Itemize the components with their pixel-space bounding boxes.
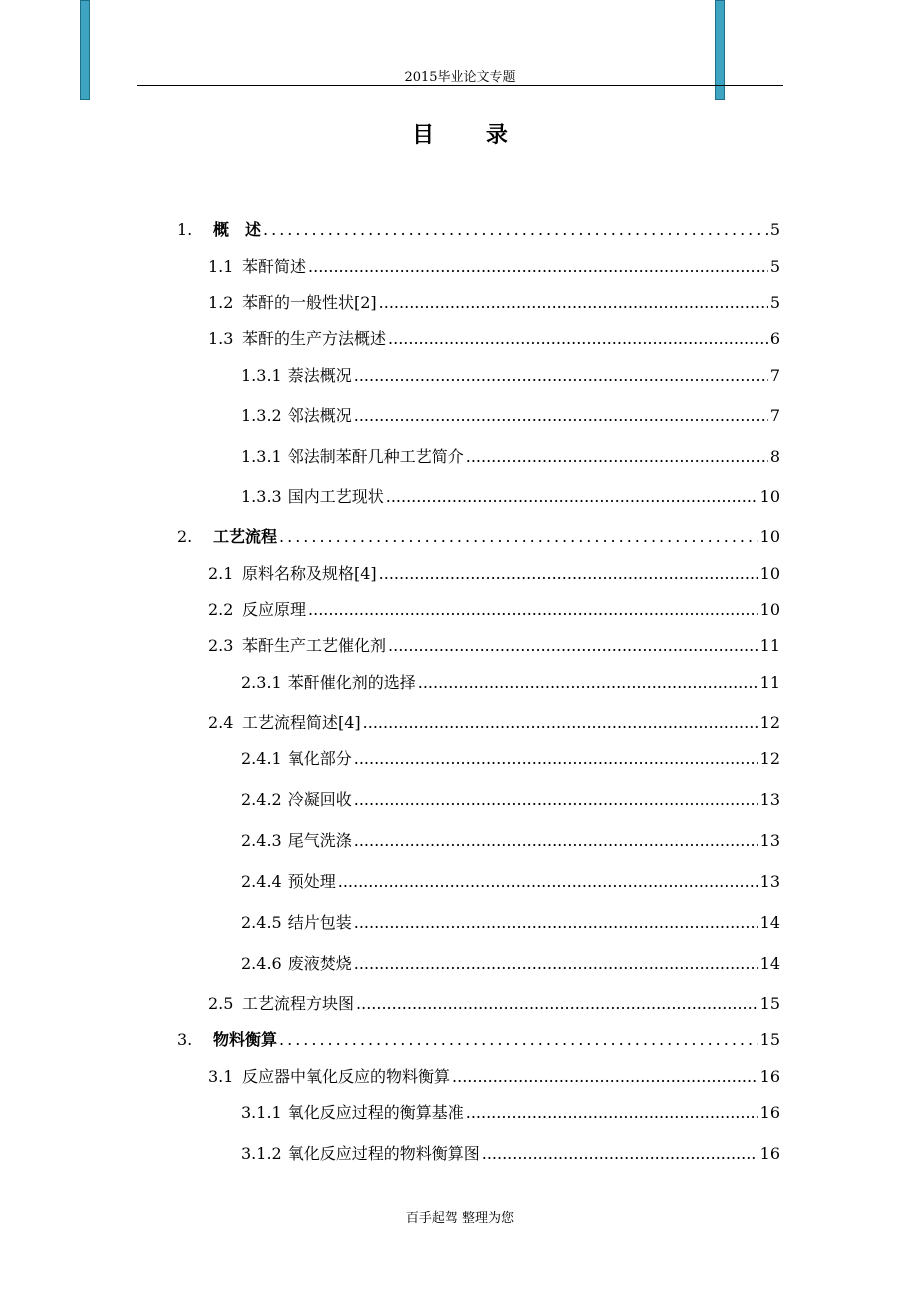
toc-leader xyxy=(263,218,768,242)
page-footer: 百手起驾 整理为您 xyxy=(405,1211,515,1226)
toc-leader xyxy=(466,1101,758,1125)
toc-entry-label: 反应原理 xyxy=(242,600,307,619)
toc-entry-number: 2.4 xyxy=(208,713,234,732)
toc-title: 目 录 xyxy=(412,122,530,148)
toc-leader xyxy=(388,634,758,658)
toc-entry-label: 尾气洗涤 xyxy=(287,831,352,850)
toc-entry-page: 15 xyxy=(759,1030,780,1049)
toc-entry-label: 工艺流程 xyxy=(213,527,278,546)
toc-entry-number: 2. xyxy=(177,527,193,546)
toc-entry-label: 邻法概况 xyxy=(287,406,352,425)
toc-entry-label: 预处理 xyxy=(287,872,336,891)
page-header: 2015毕业论文专题 xyxy=(404,70,516,85)
toc-leader xyxy=(466,445,768,469)
toc-entry[interactable] xyxy=(208,598,780,622)
toc-entry-label: 氧化反应过程的衡算基准 xyxy=(287,1103,464,1122)
toc-entry-page: 16 xyxy=(759,1103,780,1122)
toc-entry[interactable] xyxy=(241,485,780,509)
toc-leader xyxy=(354,404,768,428)
toc-entry-label: 概 述 xyxy=(213,220,262,239)
toc-entry-page: 13 xyxy=(759,790,780,809)
toc-entry-page: 10 xyxy=(759,564,780,583)
toc-entry-number: 3. xyxy=(177,1030,193,1049)
toc-entry[interactable] xyxy=(241,1101,780,1125)
toc-leader xyxy=(354,829,758,853)
toc-entry-number: 2.3.1 xyxy=(241,673,282,692)
toc-entry-page: 11 xyxy=(759,636,780,655)
toc-entry[interactable] xyxy=(241,747,780,771)
toc-entry-number: 2.1 xyxy=(208,564,234,583)
toc-leader xyxy=(452,1065,758,1089)
toc-entry[interactable] xyxy=(208,291,780,315)
toc-entry-label: 废液焚烧 xyxy=(287,954,352,973)
toc-entry-label: 苯酐生产工艺催化剂 xyxy=(242,636,387,655)
toc-leader xyxy=(354,911,758,935)
toc-entry-number: 1.1 xyxy=(208,257,234,276)
toc-entry[interactable] xyxy=(208,634,780,658)
toc-entry[interactable] xyxy=(208,327,780,351)
toc-entry-number: 1.2 xyxy=(208,293,234,312)
toc-leader xyxy=(354,952,758,976)
toc-entry-number: 2.4.1 xyxy=(241,749,282,768)
toc-entry-label: 反应器中氧化反应的物料衡算 xyxy=(242,1067,451,1086)
toc-entry-label: 氧化部分 xyxy=(287,749,352,768)
toc-entry-label: 冷凝回收 xyxy=(287,790,352,809)
toc-leader xyxy=(379,291,768,315)
toc-entry[interactable] xyxy=(208,1065,780,1089)
toc-entry-page: 13 xyxy=(759,831,780,850)
toc-entry-label: 工艺流程方块图 xyxy=(242,994,355,1013)
toc-leader xyxy=(388,327,768,351)
toc-entry-number: 3.1.2 xyxy=(241,1144,282,1163)
toc-leader xyxy=(482,1142,758,1166)
toc-entry[interactable] xyxy=(241,952,780,976)
toc-leader xyxy=(279,525,758,549)
toc-entry-number: 2.5 xyxy=(208,994,234,1013)
toc-entry-number: 1. xyxy=(177,220,193,239)
toc-entry-page: 5 xyxy=(769,220,780,239)
toc-entry[interactable] xyxy=(241,788,780,812)
toc-entry-page: 12 xyxy=(759,713,780,732)
toc-leader xyxy=(354,788,758,812)
toc-entry-page: 10 xyxy=(759,600,780,619)
toc-entry-page: 10 xyxy=(759,527,780,546)
toc-leader xyxy=(356,992,758,1016)
toc-entry-page: 7 xyxy=(769,366,780,385)
toc-entry[interactable] xyxy=(177,218,780,242)
toc-entry-page: 16 xyxy=(759,1067,780,1086)
toc-entry-page: 7 xyxy=(769,406,780,425)
toc-entry-label: 苯酐催化剂的选择 xyxy=(287,673,416,692)
toc-entry-number: 1.3.2 xyxy=(241,406,282,425)
header-divider xyxy=(137,85,783,86)
toc-entry-page: 14 xyxy=(759,954,780,973)
toc-entry-label: 结片包装 xyxy=(287,913,352,932)
toc-leader xyxy=(418,671,758,695)
toc-entry[interactable] xyxy=(208,562,780,586)
toc-entry-page: 10 xyxy=(759,487,780,506)
toc-entry-number: 3.1.1 xyxy=(241,1103,282,1122)
toc-entry-label: 邻法制苯酐几种工艺简介 xyxy=(287,447,464,466)
toc-entry-page: 16 xyxy=(759,1144,780,1163)
toc-entry-number: 2.2 xyxy=(208,600,234,619)
toc-entry[interactable] xyxy=(241,1142,780,1166)
toc-entry-label: 氧化反应过程的物料衡算图 xyxy=(287,1144,480,1163)
toc-entry[interactable] xyxy=(241,870,780,894)
toc-entry-number: 2.3 xyxy=(208,636,234,655)
toc-leader xyxy=(279,1028,758,1052)
toc-leader xyxy=(386,485,758,509)
toc-entry-number: 1.3 xyxy=(208,329,234,348)
toc-entry-page: 8 xyxy=(769,447,780,466)
toc-entry-label: 工艺流程简述[4] xyxy=(242,713,361,732)
toc-entry-label: 苯酐的生产方法概述 xyxy=(242,329,387,348)
toc-entry[interactable] xyxy=(241,404,780,428)
toc-entry-page: 5 xyxy=(769,293,780,312)
toc-entry-label: 萘法概况 xyxy=(287,366,352,385)
toc-entry[interactable] xyxy=(241,829,780,853)
toc-entry[interactable] xyxy=(208,255,780,279)
toc-entry-number: 3.1 xyxy=(208,1067,234,1086)
toc-entry[interactable] xyxy=(241,364,780,388)
toc-entry[interactable] xyxy=(208,711,780,735)
toc-entry-number: 1.3.3 xyxy=(241,487,282,506)
toc-entry-label: 物料衡算 xyxy=(213,1030,278,1049)
toc-leader xyxy=(308,598,758,622)
toc-entry-number: 1.3.1 xyxy=(241,447,282,466)
left-decorative-bar xyxy=(80,0,90,100)
toc-entry-number: 2.4.6 xyxy=(241,954,282,973)
toc-entry[interactable] xyxy=(241,911,780,935)
toc-entry-page: 13 xyxy=(759,872,780,891)
toc-entry-page: 15 xyxy=(759,994,780,1013)
toc-entry[interactable] xyxy=(241,445,780,469)
toc-entry-number: 2.4.2 xyxy=(241,790,282,809)
toc-entry-number: 1.3.1 xyxy=(241,366,282,385)
toc-entry-number: 2.4.5 xyxy=(241,913,282,932)
toc-leader xyxy=(354,364,768,388)
toc-leader xyxy=(338,870,758,894)
toc-entry[interactable] xyxy=(177,1028,780,1052)
toc-entry-label: 苯酐简述 xyxy=(242,257,307,276)
toc-leader xyxy=(363,711,758,735)
toc-entry-label: 国内工艺现状 xyxy=(287,487,384,506)
toc-entry-page: 11 xyxy=(759,673,780,692)
toc-leader xyxy=(354,747,758,771)
toc-entry[interactable] xyxy=(208,992,780,1016)
toc-entry-page: 5 xyxy=(769,257,780,276)
toc-entry-page: 6 xyxy=(769,329,780,348)
toc-leader xyxy=(379,562,758,586)
toc-entry-label: 苯酐的一般性状[2] xyxy=(242,293,377,312)
toc-entry-label: 原料名称及规格[4] xyxy=(242,564,377,583)
toc-entry[interactable] xyxy=(241,671,780,695)
toc-entry-page: 12 xyxy=(759,749,780,768)
toc-entry-number: 2.4.3 xyxy=(241,831,282,850)
toc-entry[interactable] xyxy=(177,525,780,549)
toc-leader xyxy=(308,255,768,279)
toc-entry-number: 2.4.4 xyxy=(241,872,282,891)
toc-entry-page: 14 xyxy=(759,913,780,932)
